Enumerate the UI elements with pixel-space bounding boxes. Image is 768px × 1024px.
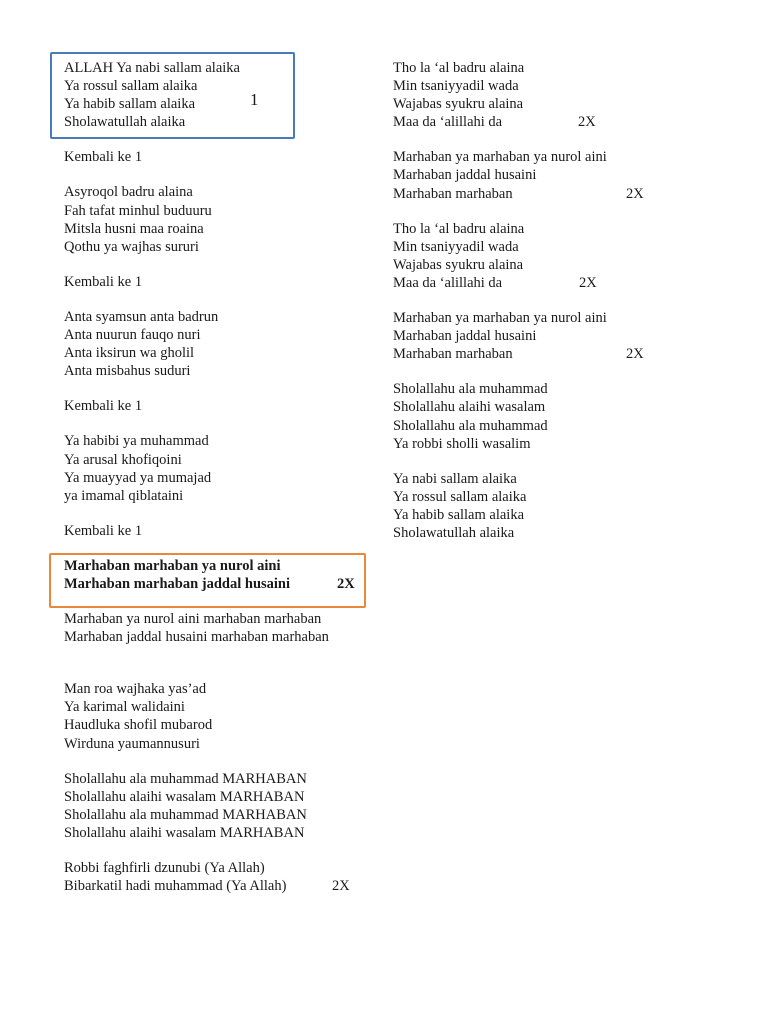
lyric-line: Ya rossul sallam alaika	[393, 488, 527, 505]
lyric-line	[64, 877, 384, 895]
lyric-line: Marhaban jaddal husaini	[393, 167, 537, 184]
lyric-line	[64, 90, 384, 113]
lyric-line: Marhaban ya marhaban ya nurol aini	[393, 149, 607, 166]
repeat-count-label: 2X	[626, 185, 644, 202]
lyric-line: Sholallahu alaihi wasalam MARHABAN	[64, 788, 305, 805]
lyrics-right-column	[393, 59, 723, 542]
lyric-text: Marhaban marhaban	[393, 346, 513, 363]
lyric-line: Marhaban marhaban ya nurol aini	[64, 557, 281, 574]
lyric-line: Asyroqol badru alaina	[64, 184, 193, 201]
lyric-line: Anta syamsun anta badrun	[64, 308, 219, 325]
stanza	[64, 680, 384, 752]
lyric-line: Ya nabi sallam alaika	[393, 470, 517, 487]
lyric-text: Bibarkatil hadi muhammad (Ya Allah)	[64, 878, 287, 895]
lyric-line: ALLAH Ya nabi sallam alaika	[64, 60, 240, 76]
lyric-line: Sholawatullah alaika	[64, 114, 186, 131]
lyric-line: Min tsaniyyadil wada	[393, 238, 519, 255]
stanza-chorus	[64, 59, 384, 131]
stanza	[393, 470, 723, 542]
lyric-line: Fah tafat minhul buduuru	[64, 202, 212, 219]
stanza	[64, 183, 384, 255]
lyric-line: Marhaban jaddal husaini	[393, 328, 537, 345]
repeat-count-label: 2X	[578, 114, 596, 131]
lyric-line: Anta iksirun wa gholil	[64, 345, 195, 362]
lyric-line: Ya robbi sholli wasalim	[393, 435, 531, 452]
lyric-line	[393, 345, 723, 363]
chorus-number-label: 1	[250, 90, 259, 110]
lyric-line: Sholallahu ala muhammad	[393, 381, 548, 398]
lyric-line: Ya karimal walidaini	[64, 699, 185, 716]
lyric-line	[393, 113, 723, 131]
stanza	[64, 859, 384, 895]
repeat-instruction: Kembali ke 1	[64, 273, 143, 290]
repeat-count-label: 2X	[332, 878, 350, 895]
lyric-line: Man roa wajhaka yas’ad	[64, 681, 207, 698]
lyric-text: Maa da ‘alillahi da	[393, 114, 503, 131]
lyric-line: Ya habib sallam alaika	[393, 506, 525, 523]
lyric-line: Ya habibi ya muhammad	[64, 433, 209, 450]
lyric-line: Marhaban ya nurol aini marhaban marhaban	[64, 611, 322, 628]
lyric-line: Min tsaniyyadil wada	[393, 78, 519, 95]
lyric-text: Ya habib sallam alaika	[64, 96, 196, 113]
lyric-line	[64, 575, 384, 593]
stanza-marhaban-bold	[64, 557, 384, 593]
lyric-text: Maa da ‘alillahi da	[393, 274, 503, 291]
lyric-line: Tho la ‘al badru alaina	[393, 60, 525, 76]
lyric-line: Sholallahu alaihi wasalam	[393, 399, 546, 416]
lyric-line: Wajabas syukru alaina	[393, 96, 524, 113]
lyric-line: Qothu ya wajhas sururi	[64, 238, 199, 255]
lyric-line: Sholallahu ala muhammad	[393, 417, 548, 434]
lyric-line: Ya arusal khofiqoini	[64, 451, 182, 468]
stanza	[393, 309, 723, 363]
stanza	[393, 59, 723, 131]
lyric-text: Marhaban marhaban	[393, 185, 513, 202]
lyric-line: Wirduna yaumannusuri	[64, 735, 200, 752]
lyric-line	[393, 185, 723, 203]
lyric-line: Tho la ‘al badru alaina	[393, 220, 525, 237]
repeat-instruction: Kembali ke 1	[64, 398, 143, 415]
lyric-line	[393, 274, 723, 292]
lyric-line: ya imamal qiblataini	[64, 487, 184, 504]
lyric-text: Marhaban marhaban jaddal husaini	[64, 575, 291, 592]
stanza	[64, 610, 384, 646]
stanza	[393, 148, 723, 202]
lyric-line: Sholallahu ala muhammad MARHABAN	[64, 806, 307, 823]
lyric-line: Sholallahu ala muhammad MARHABAN	[64, 770, 307, 787]
lyric-line: Mitsla husni maa roaina	[64, 220, 204, 237]
lyrics-left-column	[64, 59, 384, 895]
lyric-line: Sholawatullah alaika	[393, 524, 515, 541]
repeat-count-label: 2X	[626, 346, 644, 363]
lyric-line: Ya muayyad ya mumajad	[64, 469, 212, 486]
lyric-line: Marhaban jaddal husaini marhaban marhaban	[64, 629, 329, 646]
lyric-line: Anta nuurun fauqo nuri	[64, 327, 201, 344]
lyric-line: Ya rossul sallam alaika	[64, 78, 198, 95]
repeat-instruction: Kembali ke 1	[64, 522, 143, 539]
stanza	[64, 432, 384, 504]
lyric-line: Wajabas syukru alaina	[393, 256, 524, 273]
stanza	[393, 220, 723, 292]
lyric-line: Anta misbahus suduri	[64, 363, 191, 380]
lyric-line: Marhaban ya marhaban ya nurol aini	[393, 310, 607, 327]
stanza	[64, 770, 384, 842]
lyric-line: Haudluka shofil mubarod	[64, 717, 213, 734]
repeat-count-label: 2X	[337, 575, 355, 592]
lyric-line: Robbi faghfirli dzunubi (Ya Allah)	[64, 860, 265, 876]
stanza	[64, 308, 384, 380]
repeat-count-label: 2X	[579, 274, 597, 291]
repeat-instruction: Kembali ke 1	[64, 149, 143, 166]
stanza	[393, 380, 723, 452]
lyric-line: Sholallahu alaihi wasalam MARHABAN	[64, 824, 305, 841]
